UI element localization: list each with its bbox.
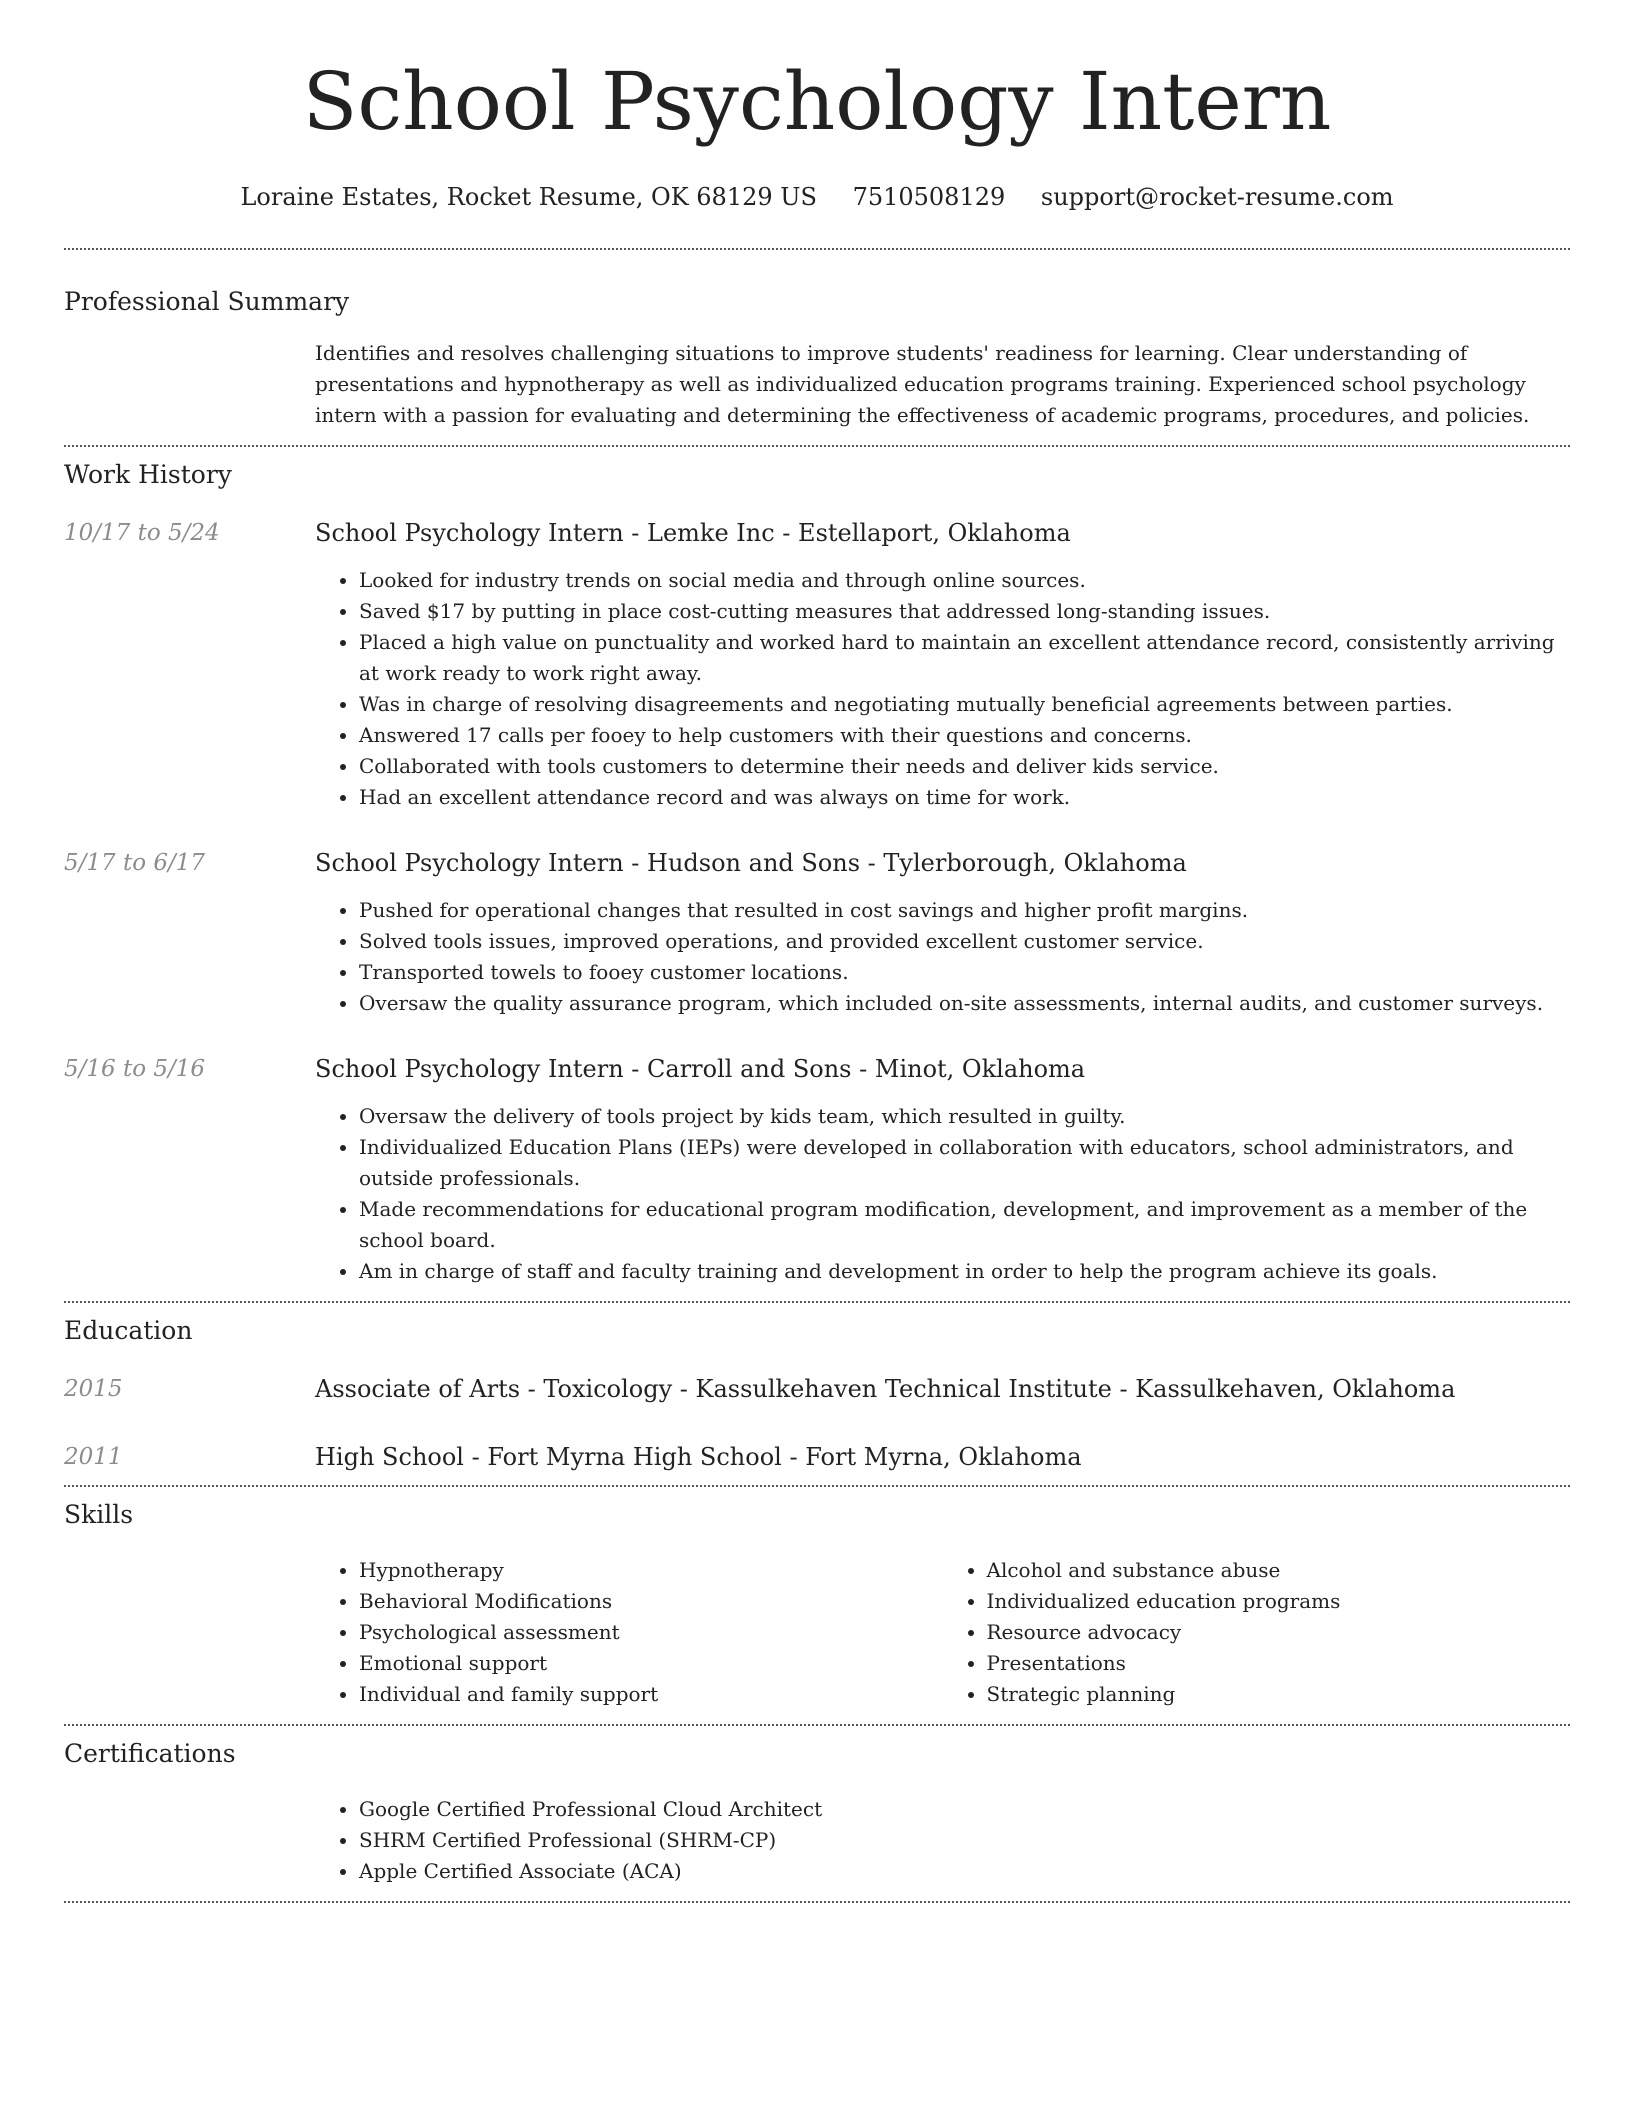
- list-item: • Psychological assessment: [359, 1617, 943, 1648]
- education-title: High School - Fort Myrna High School - Fort Myrna, Oklahoma: [315, 1443, 1082, 1471]
- certifications-heading: Certifications: [64, 1739, 236, 1768]
- list-item: • Individualized Education Plans (IEPs) were developed in collaboration with educators, school administrators, and outside professionals.: [359, 1132, 1570, 1194]
- work-heading: Work History: [64, 460, 232, 489]
- job-bullets: [315, 895, 1570, 1019]
- list-item: • Pushed for operational changes that resulted in cost savings and higher profit margins.: [359, 895, 1570, 926]
- list-item: • Presentations: [987, 1648, 1571, 1679]
- contact-email: support@rocket-resume.com: [1040, 183, 1394, 211]
- job-title: School Psychology Intern - Hudson and Sons - Tylerborough, Oklahoma: [315, 849, 1187, 877]
- list-item: • Was in charge of resolving disagreements and negotiating mutually beneficial agreements between parties.: [359, 689, 1570, 720]
- job-dates: 5/17 to 6/17: [64, 850, 206, 876]
- education-entry: [64, 1441, 1570, 1473]
- summary-text: Identifies and resolves challenging situations to improve students' readiness for learning. Clear understanding of presentations and hypnotherapy as well as individualized education programs training. Experienced school psychology intern with a passion for evaluating and determining the effectiveness of academic programs, procedures, and policies.: [315, 341, 1530, 427]
- list-item: • Collaborated with tools customers to determine their needs and deliver kids service.: [359, 751, 1570, 782]
- list-item: • Apple Certified Associate (ACA): [359, 1856, 1570, 1887]
- job-bullets: [315, 565, 1570, 813]
- list-item: • Transported towels to fooey customer locations.: [359, 957, 1570, 988]
- skills-heading: Skills: [64, 1500, 134, 1529]
- contact-phone: 7510508129: [852, 183, 1006, 211]
- list-item: • Placed a high value on punctuality and worked hard to maintain an excellent attendance record, consistently arriving at work ready to work right away.: [359, 627, 1570, 689]
- list-item: • Answered 17 calls per fooey to help customers with their questions and concerns.: [359, 720, 1570, 751]
- list-item: • Hypnotherapy: [359, 1555, 943, 1586]
- summary-heading: Professional Summary: [64, 287, 350, 316]
- job-entry: [64, 517, 1570, 813]
- education-section: [64, 1303, 1570, 1473]
- list-item: • Oversaw the quality assurance program, which included on-site assessments, internal audits, and customer surveys.: [359, 988, 1570, 1019]
- job-entry: [64, 847, 1570, 1019]
- education-year: 2011: [64, 1444, 123, 1470]
- skills-section: [64, 1487, 1570, 1710]
- list-item: • Individualized education programs: [987, 1586, 1571, 1617]
- job-entry: [64, 1053, 1570, 1287]
- certifications-list: [315, 1794, 1570, 1887]
- list-item: • Individual and family support: [359, 1679, 943, 1710]
- job-title: School Psychology Intern - Lemke Inc - Estellaport, Oklahoma: [315, 519, 1071, 547]
- list-item: • SHRM Certified Professional (SHRM-CP): [359, 1825, 1570, 1856]
- job-bullets: [315, 1101, 1570, 1287]
- divider: [64, 1901, 1570, 1903]
- contact-address: Loraine Estates, Rocket Resume, OK 68129 US: [240, 183, 817, 211]
- job-dates: 10/17 to 5/24: [64, 520, 220, 546]
- skills-list-left: [315, 1555, 943, 1710]
- list-item: • Strategic planning: [987, 1679, 1571, 1710]
- resume-page: [64, 0, 1570, 1903]
- contact-line: [64, 182, 1570, 212]
- summary-section: [64, 250, 1570, 431]
- work-section: [64, 447, 1570, 1287]
- list-item: • Alcohol and substance abuse: [987, 1555, 1571, 1586]
- education-year: 2015: [64, 1376, 123, 1402]
- list-item: • Behavioral Modifications: [359, 1586, 943, 1617]
- list-item: • Resource advocacy: [987, 1617, 1571, 1648]
- resume-name: School Psychology Intern: [302, 55, 1332, 148]
- list-item: • Saved $17 by putting in place cost-cutting measures that addressed long-standing issues.: [359, 596, 1570, 627]
- list-item: • Google Certified Professional Cloud Architect: [359, 1794, 1570, 1825]
- list-item: • Made recommendations for educational program modification, development, and improvement as a member of the school board.: [359, 1194, 1570, 1256]
- education-title: Associate of Arts - Toxicology - Kassulkehaven Technical Institute - Kassulkehaven, Oklahoma: [315, 1375, 1456, 1403]
- job-title: School Psychology Intern - Carroll and Sons - Minot, Oklahoma: [315, 1055, 1086, 1083]
- skills-list-right: [943, 1555, 1571, 1710]
- list-item: • Solved tools issues, improved operations, and provided excellent customer service.: [359, 926, 1570, 957]
- job-dates: 5/16 to 5/16: [64, 1056, 206, 1082]
- list-item: • Emotional support: [359, 1648, 943, 1679]
- list-item: • Am in charge of staff and faculty training and development in order to help the program achieve its goals.: [359, 1256, 1570, 1287]
- education-heading: Education: [64, 1316, 193, 1345]
- list-item: • Looked for industry trends on social media and through online sources.: [359, 565, 1570, 596]
- certifications-section: [64, 1726, 1570, 1887]
- list-item: • Had an excellent attendance record and was always on time for work.: [359, 782, 1570, 813]
- education-entry: [64, 1373, 1570, 1405]
- list-item: • Oversaw the delivery of tools project by kids team, which resulted in guilty.: [359, 1101, 1570, 1132]
